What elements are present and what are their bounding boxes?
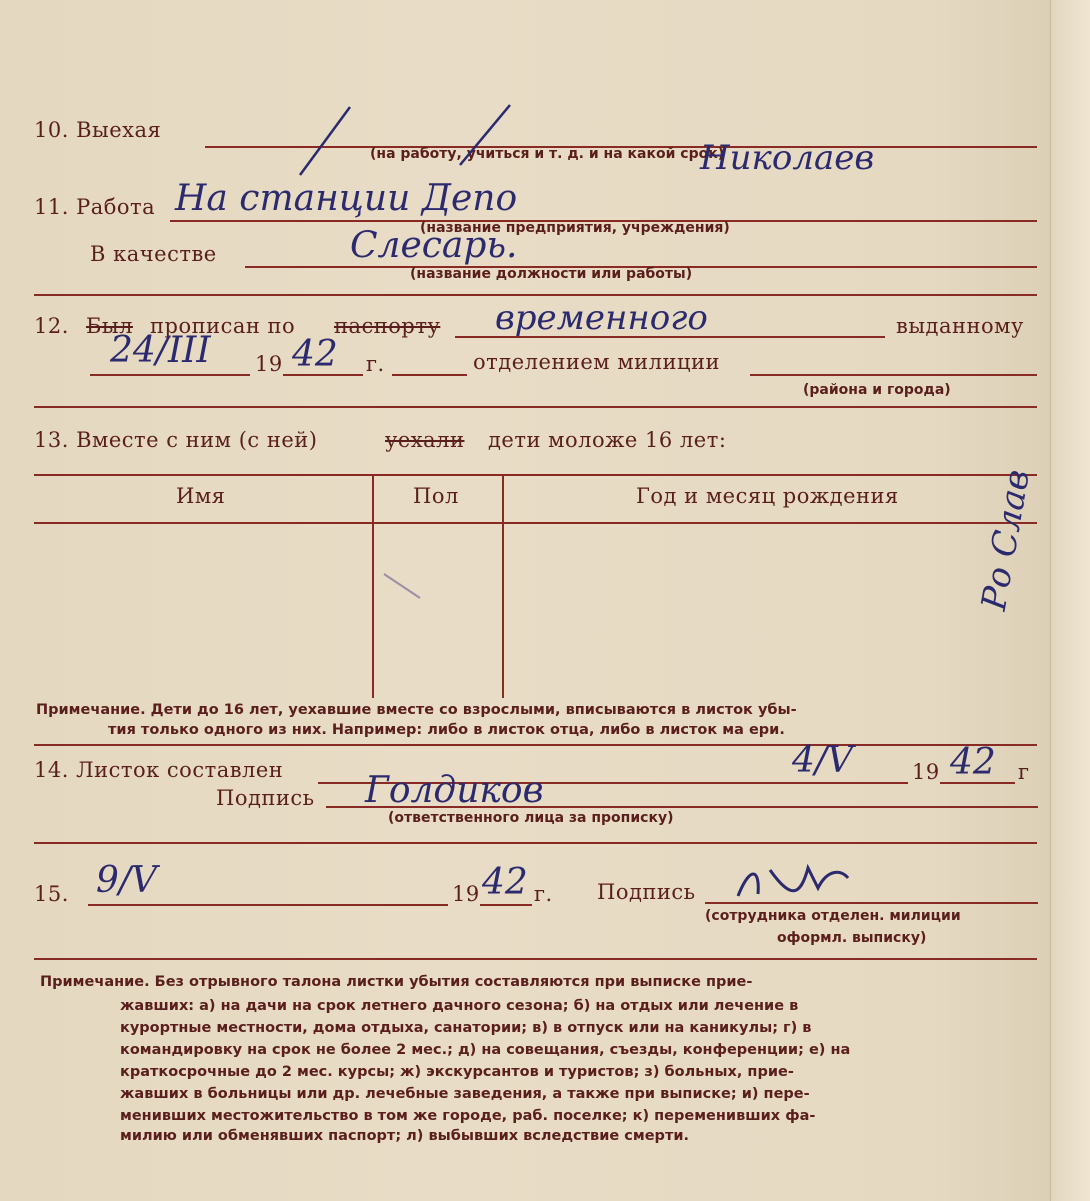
- field11-label: 11. Работа: [34, 195, 156, 219]
- ink-slash: [280, 95, 540, 185]
- field11-caption1: (название предприятия, учреждения): [420, 220, 730, 236]
- note2-line4: командировку на срок не более 2 мес.; д) на совещания, съезды, конференции; е) на: [120, 1042, 851, 1058]
- note2-line6: жавших в больницы или др. лечебные заведения, а также при выписке; и) пере-: [120, 1086, 810, 1102]
- note2-line1: Примечание. Без отрывного талона листки убытия составляются при выписке прие-: [40, 974, 753, 990]
- field15-caption2: оформл. выписку): [777, 930, 927, 946]
- note1-line2: тия только одного из них. Например: либо в листок отца, либо в листок ма ери.: [108, 722, 785, 738]
- field15-label: 15.: [34, 882, 69, 906]
- field13-label-start: 13. Вместе с ним (с ней): [34, 428, 318, 452]
- field12-year-prefix: 19: [255, 352, 283, 376]
- divider-15-note: [34, 958, 1037, 960]
- field12-label-passport: паспорту: [334, 314, 441, 338]
- field15-date-line: [88, 904, 448, 906]
- field10-label: 10. Выехая: [34, 118, 162, 142]
- field14-caption: (ответственного лица за прописку): [388, 810, 674, 826]
- table-header-sex: Пол: [413, 484, 459, 508]
- field12-label-rest: прописан по: [150, 314, 296, 338]
- paper-edge: [1050, 0, 1090, 1201]
- note2-line3: курортные местности, дома отдыха, санатории; в) в отпуск или на каникулы; г) в: [120, 1020, 812, 1036]
- field15-signature-label: Подпись: [597, 880, 696, 904]
- field11-caption2: (название должности или работы): [410, 266, 693, 282]
- field10-handwriting: Николаев: [700, 138, 875, 178]
- table-header-line: [34, 522, 1037, 524]
- field14-year-suffix: г: [1018, 760, 1030, 784]
- divider-14-15: [34, 842, 1037, 844]
- field12-year-suffix: г.: [366, 352, 385, 376]
- note2-line2: жавших: а) на дачи на срок летнего дачного сезона; б) на отдых или лечение в: [120, 998, 799, 1014]
- field11-handwriting-position: Слесарь.: [350, 225, 518, 266]
- note2-line5: краткосрочные до 2 мес. курсы; ж) экскурсантов и туристов; з) больных, прие-: [120, 1064, 794, 1080]
- field14-signature-label: Подпись: [216, 786, 315, 810]
- field10-caption: (на работу, учиться и т. д. и на какой срок): [370, 146, 725, 162]
- table-top-line: [34, 474, 1037, 476]
- field15-year-prefix: 19: [452, 882, 480, 906]
- divider-13-14: [34, 744, 1037, 746]
- divider-12-13: [34, 406, 1037, 408]
- field14-label: 14. Листок составлен: [34, 758, 284, 782]
- field11-handwriting-workplace: На станции Депо: [175, 178, 518, 219]
- field15-caption1: (сотрудника отделен. милиции: [705, 908, 961, 924]
- note2-line7: менивших местожительство в том же городе, раб. поселке; к) переменивших фа-: [120, 1108, 816, 1124]
- field15-handwriting-day: 9/V: [96, 860, 158, 901]
- table-col-divider-1: [372, 476, 374, 698]
- field15-signature-scribble: [730, 858, 860, 908]
- field14-handwriting-date: 4/V: [792, 740, 854, 781]
- field14-handwriting-name: Голдиков: [365, 770, 544, 811]
- field12-militia-line: [750, 374, 1037, 376]
- field12-label-was: Был: [86, 314, 133, 338]
- field12-label-issued: выданному: [896, 314, 1024, 338]
- field12-militia-label: отделением милиции: [473, 350, 720, 374]
- field12-handwriting-type: временного: [495, 298, 708, 338]
- table-header-name: Имя: [176, 484, 226, 508]
- field12-date-line: [90, 374, 250, 376]
- field12-caption: (района и города): [803, 382, 951, 398]
- field12-number: 12.: [34, 314, 69, 338]
- field12-gap-line: [392, 374, 467, 376]
- field12-handwriting-year: 42: [292, 334, 338, 375]
- note1-line1: Примечание. Дети до 16 лет, уехавшие вместе со взрослыми, вписываются в листок убы-: [36, 702, 797, 718]
- margin-note: Ро Слав: [973, 466, 1038, 614]
- field11-position-label: В качестве: [90, 242, 217, 266]
- field12-handwriting-date: 24/III: [110, 330, 211, 371]
- field14-handwriting-year: 42: [950, 742, 996, 783]
- field15-handwriting-year: 42: [482, 862, 528, 903]
- note2-line8: милию или обменявших паспорт; л) выбывших вследствие смерти.: [120, 1128, 690, 1144]
- field13-label-end: дети моложе 16 лет:: [488, 428, 727, 452]
- field15-year-suffix: г.: [534, 882, 553, 906]
- field14-year-prefix: 19: [912, 760, 940, 784]
- field13-label-struck: уехали: [385, 428, 465, 452]
- table-col-divider-2: [502, 476, 504, 698]
- ink-mark: [380, 568, 440, 608]
- field15-year-line: [480, 904, 532, 906]
- table-header-birth: Год и месяц рождения: [636, 484, 899, 508]
- divider-11-12: [34, 294, 1037, 296]
